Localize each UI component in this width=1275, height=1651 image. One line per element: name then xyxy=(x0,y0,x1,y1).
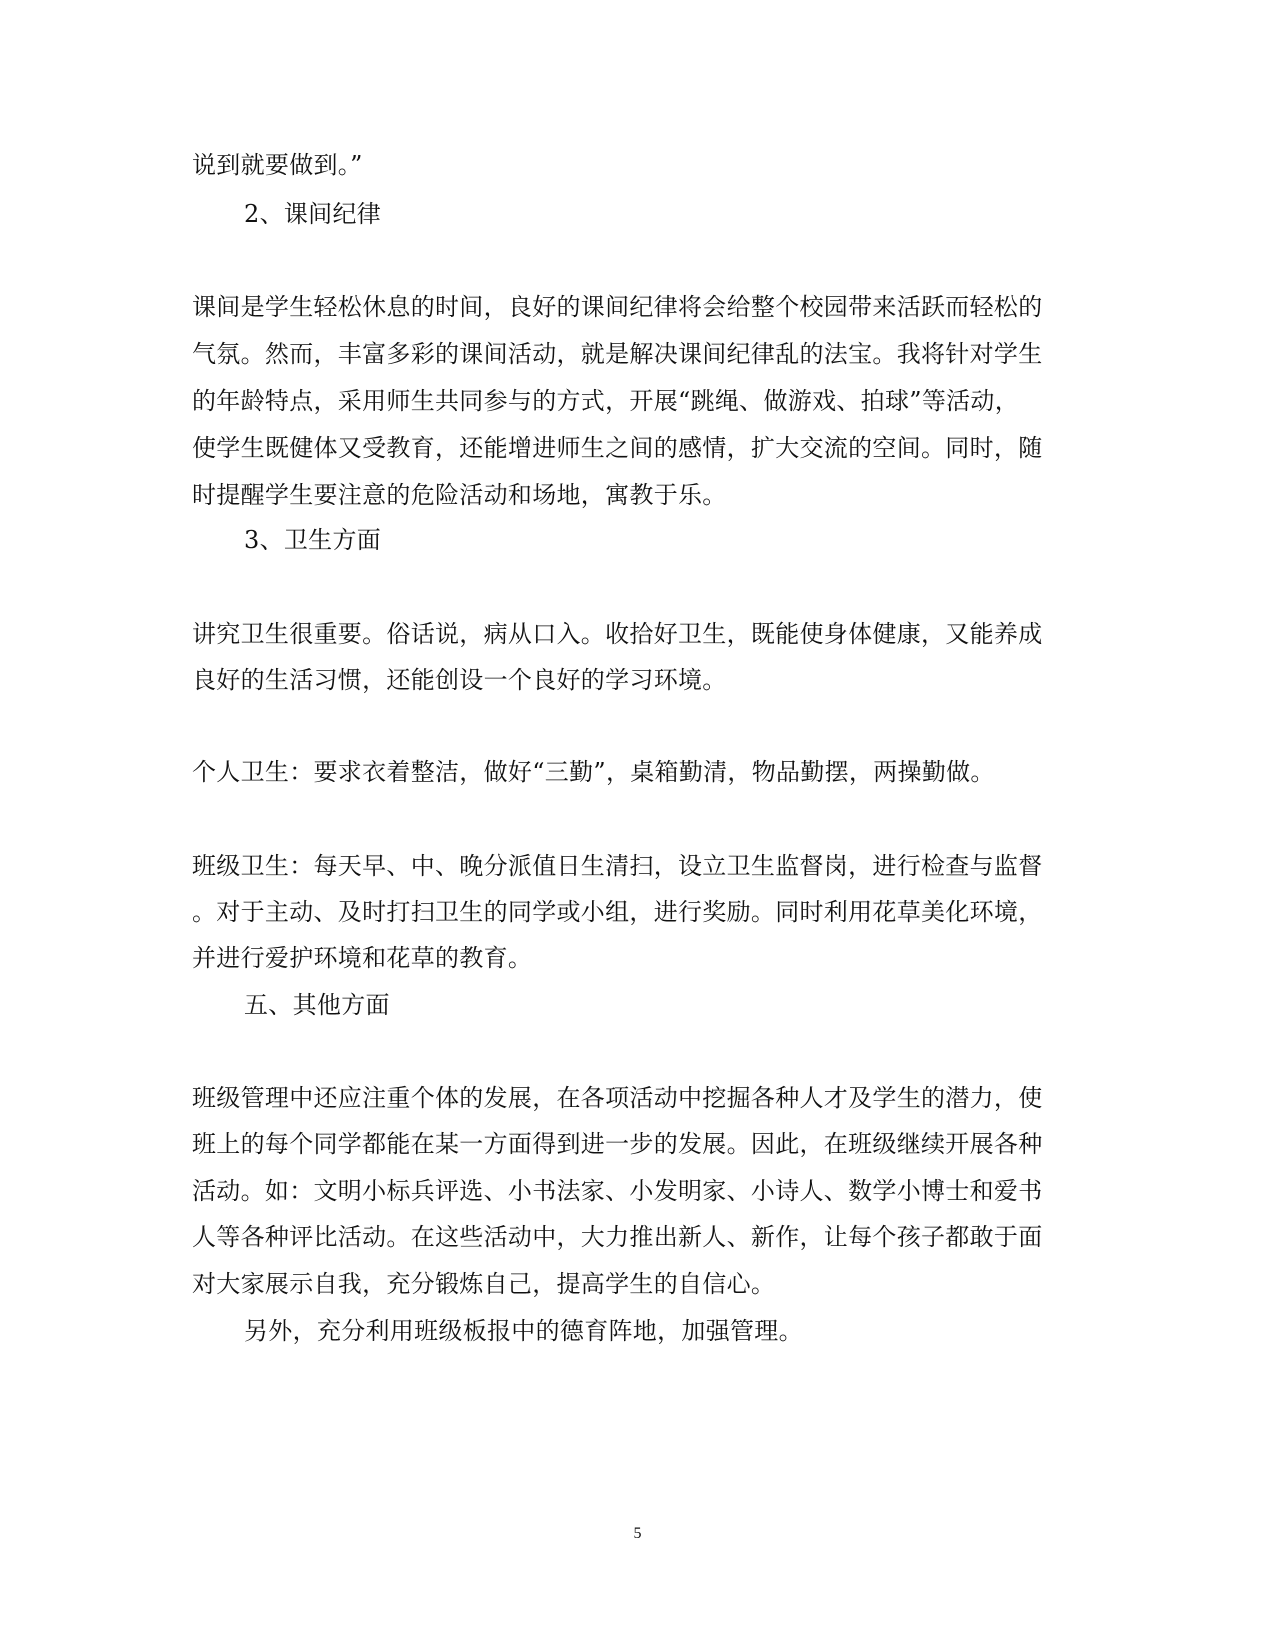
text-line: 使学生既健体又受教育，还能增进师生之间的感情，扩大交流的空间。同时，随 xyxy=(192,434,1043,462)
page-number: 5 xyxy=(633,1525,642,1542)
text-line: 的年龄特点，采用师生共同参与的方式，开展“跳绳、做游戏、拍球”等活动， xyxy=(192,387,1020,415)
text-line: 人等各种评比活动。在这些活动中，大力推出新人、新作，让每个孩子都敢于面 xyxy=(192,1223,1043,1251)
text-line: 班级管理中还应注重个体的发展，在各项活动中挖掘各种人才及学生的潜力，使 xyxy=(192,1084,1043,1112)
text-line: 良好的生活习惯，还能创设一个良好的学习环境。 xyxy=(192,666,727,694)
text-line: 班级卫生：每天早、中、晚分派值日生清扫，设立卫生监督岗，进行检查与监督 xyxy=(192,852,1043,880)
text-line: 班上的每个同学都能在某一方面得到进一步的发展。因此，在班级继续开展各种 xyxy=(192,1130,1043,1158)
section-heading: 3、卫生方面 xyxy=(244,526,382,554)
text-line: 说到就要做到。” xyxy=(192,151,363,179)
text-line: 气氛。然而，丰富多彩的课间活动，就是解决课间纪律乱的法宝。我将针对学生 xyxy=(192,340,1043,368)
text-line: 。对于主动、及时打扫卫生的同学或小组，进行奖励。同时利用花草美化环境， xyxy=(192,898,1043,926)
text-line: 对大家展示自我，充分锻炼自己，提高学生的自信心。 xyxy=(192,1270,776,1298)
text-line: 活动。如：文明小标兵评选、小书法家、小发明家、小诗人、数学小博士和爱书 xyxy=(192,1177,1043,1205)
section-heading: 五、其他方面 xyxy=(244,991,390,1019)
text-line: 并进行爱护环境和花草的教育。 xyxy=(192,944,533,972)
section-heading: 2、课间纪律 xyxy=(244,200,382,228)
text-line: 另外，充分利用班级板报中的德育阵地，加强管理。 xyxy=(244,1317,803,1345)
text-line: 讲究卫生很重要。俗话说，病从口入。收拾好卫生，既能使身体健康，又能养成 xyxy=(192,620,1043,648)
text-line: 课间是学生轻松休息的时间，良好的课间纪律将会给整个校园带来活跃而轻松的 xyxy=(192,293,1043,321)
text-line: 个人卫生：要求衣着整洁，做好“三勤”，桌箱勤清，物品勤摆，两操勤做。 xyxy=(192,758,995,786)
text-line: 时提醒学生要注意的危险活动和场地，寓教于乐。 xyxy=(192,481,727,509)
